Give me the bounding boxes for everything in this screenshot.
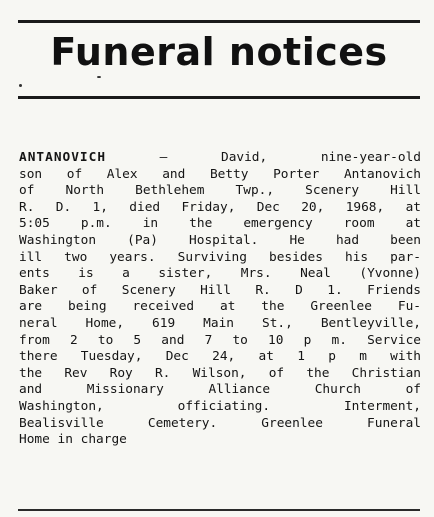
obituary-line-text: from 2 to 5 and 7 to 10 p m. Service <box>19 332 421 348</box>
obituary-line <box>19 316 421 333</box>
obituary-line-text: R. D. 1, died Friday, Dec 20, 1968, at <box>19 199 421 215</box>
obituary-line-text: Washington, officiating. Interment, <box>19 398 421 414</box>
obituary-line <box>19 382 421 399</box>
obituary-line <box>19 200 421 217</box>
obituary-line <box>19 250 421 267</box>
obituary-line-text: ents is a sister, Mrs. Neal (Yvonne) <box>19 266 421 282</box>
obituary-line <box>19 283 421 300</box>
obituary-line <box>19 266 421 283</box>
obituary-line <box>19 183 421 200</box>
obituary-line <box>19 399 421 416</box>
obituary-line-text: neral Home, 619 Main St., Bentleyville, <box>19 315 421 331</box>
heading-rule <box>18 96 420 99</box>
obituary-line-text: — David, nine-year-old <box>106 150 421 165</box>
obituary-line <box>19 366 421 383</box>
obituary-line <box>19 432 421 449</box>
obituary-line <box>19 216 421 233</box>
print-speck <box>19 84 22 87</box>
deceased-name: ANTANOVICH <box>19 150 107 165</box>
bottom-rule <box>18 509 420 511</box>
obituary-line-text: and Missionary Alliance Church of <box>19 382 421 398</box>
print-speck <box>97 76 101 78</box>
top-rule <box>18 20 420 23</box>
obituary-line-text: son of Alex and Betty Porter Antanovich <box>19 166 421 182</box>
obituary-line-text: there Tuesday, Dec 24, at 1 p m with <box>19 349 421 365</box>
obituary-text <box>19 150 421 449</box>
obituary-line-text: of North Bethlehem Twp., Scenery Hill <box>19 183 421 199</box>
obituary-line <box>19 150 421 167</box>
obituary-line <box>19 299 421 316</box>
obituary-line-text: 5:05 p.m. in the emergency room at <box>19 216 421 232</box>
obituary-line-text: ill two years. Surviving besides his par- <box>19 249 421 265</box>
obituary-line <box>19 416 421 433</box>
obituary-line <box>19 349 421 366</box>
obituary-line-text: the Rev Roy R. Wilson, of the Christian <box>19 365 421 381</box>
obituary-line-text: Bealisville Cemetery. Greenlee Funeral <box>19 415 421 431</box>
obituary-line <box>19 333 421 350</box>
obituary-line <box>19 167 421 184</box>
obituary-line-text: Home in charge <box>19 432 127 448</box>
obituary-line-text: Washington (Pa) Hospital. He had been <box>19 232 421 248</box>
obituary-line <box>19 233 421 250</box>
section-heading: Funeral notices <box>50 30 388 74</box>
obituary-line-text: are being received at the Greenlee Fu- <box>19 299 421 315</box>
obituary-line-text: Baker of Scenery Hill R. D 1. Friends <box>19 282 421 298</box>
